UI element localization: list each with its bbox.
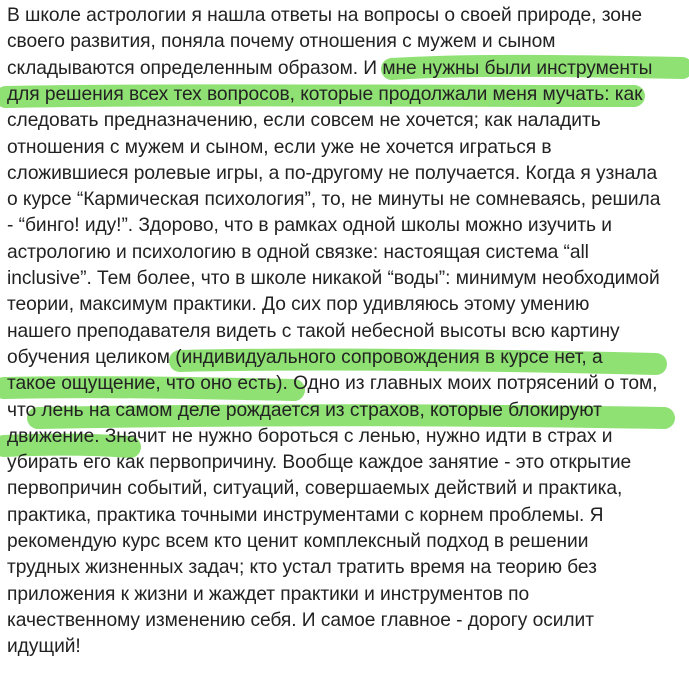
text-line: теории, максимум практики. До сих пор удивляюсь этому умению <box>7 294 590 316</box>
text-line: обучения целиком (индивидуального сопровождения в курсе нет, а <box>7 346 603 368</box>
text-line: складываются определенным образом. И мне нужны были инструменты <box>7 57 653 79</box>
text-line: приложения к жизни и жаждет практики и инструментов по <box>7 583 530 605</box>
text-line: первопричин событий, ситуаций, совершаемых действий и практика, <box>7 478 623 500</box>
text-line: о курсе “Кармическая психология”, то, не минуты не сомневаясь, решила <box>7 189 661 211</box>
text-line: сложившиеся ролевые игры, а по-другому не получается. Когда я узнала <box>7 162 658 184</box>
text-line: следовать предназначению, если совсем не хочется; как наладить <box>7 110 601 132</box>
text-line: такое ощущение, что оно есть). Одно из главных моих потрясений о том, <box>7 373 658 395</box>
text-line: убирать его как первопричину. Вообще каждое занятие - это открытие <box>7 452 632 474</box>
text-line: рекомендую курс всем кто ценит комплексный подход в решении <box>7 531 589 552</box>
text-line: нашего преподавателя видеть с такой небесной высоты всю картину <box>7 320 620 342</box>
text-line: практика, практика точными инструментами с корнем проблемы. Я <box>7 504 604 526</box>
text-line: для решения всех тех вопросов, которые продолжали меня мучать: как <box>7 83 643 105</box>
text-line: своего развития, поняла почему отношения с мужем и сыном <box>7 31 556 53</box>
text-line: астрологию и психологию в одной связке: настоящая система “all <box>7 241 589 263</box>
text-line: трудных жизненных задач; кто устал тратить время на теорию без <box>7 557 597 579</box>
text-line: inclusive”. Тем более, что в школе никакой “воды”: минимум необходимой <box>7 268 660 289</box>
text-line: движение. Значит не нужно бороться с ленью, нужно идти в страх и <box>7 425 613 447</box>
text-line: идущий! <box>7 636 81 658</box>
text-line: что лень на самом деле рождается из страхов, которые блокируют <box>7 399 602 421</box>
text-line: В школе астрологии я нашла ответы на вопросы о своей природе, зоне <box>7 5 643 26</box>
text-line: качественному изменению себя. И самое главное - дорогу осилит <box>7 609 594 631</box>
text-line: - “бинго! иду!”. Здорово, что в рамках одной школы можно изучить и <box>7 215 612 237</box>
text-line: отношения с мужем и сыном, если уже не хочется играться в <box>7 136 552 158</box>
